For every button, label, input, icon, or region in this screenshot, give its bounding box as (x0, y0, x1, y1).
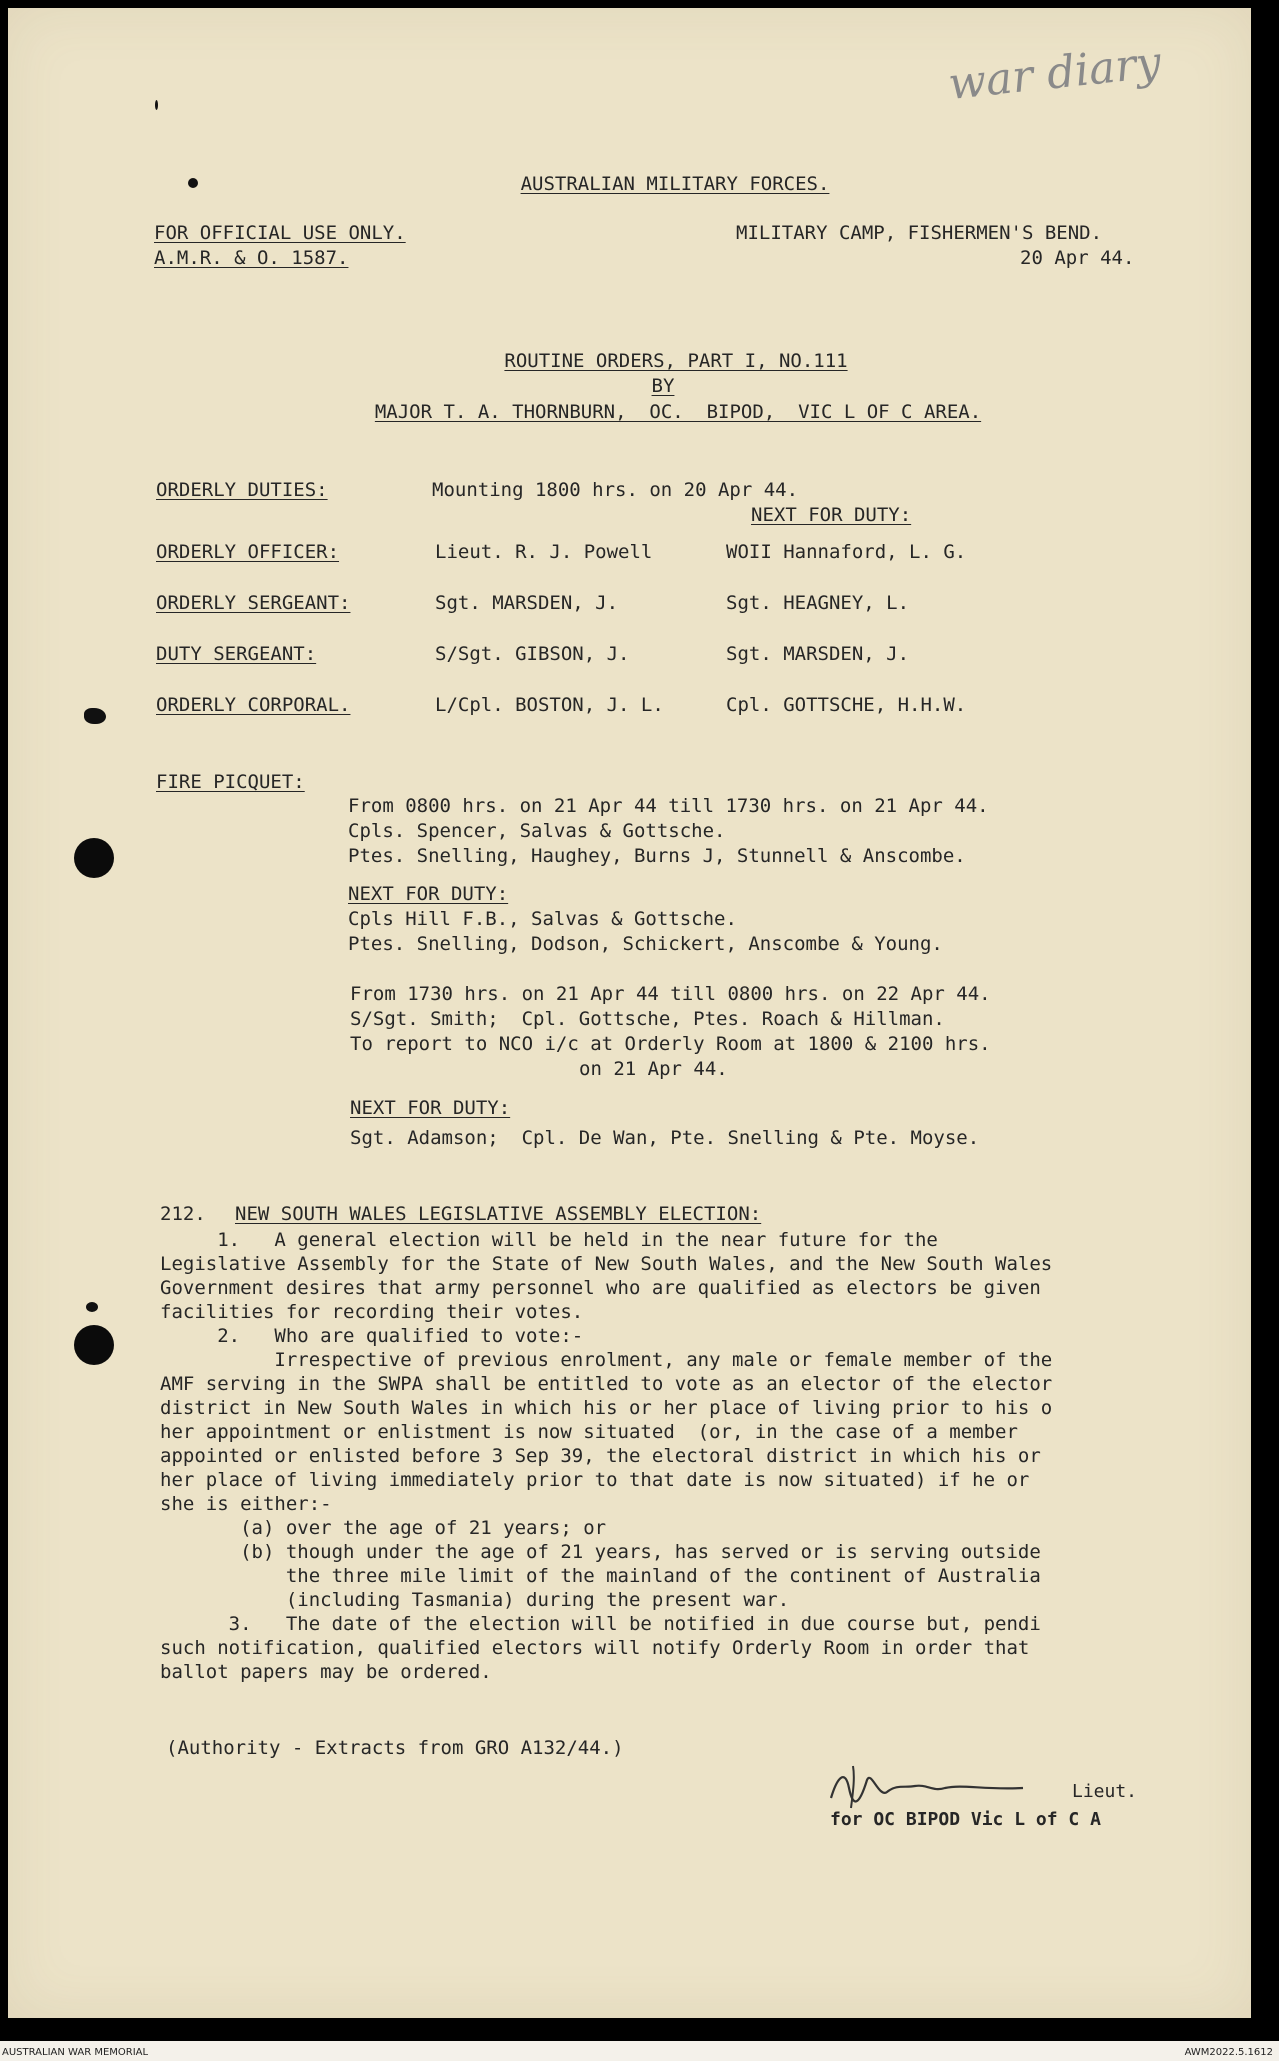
signature-for-line: for OC BIPOD Vic L of C A (830, 1809, 1101, 1830)
reference-number: A.M.R. & O. 1587. (154, 247, 349, 269)
duties-mounting: Mounting 1800 hrs. on 20 Apr 44. (432, 479, 799, 501)
body-line: Legislative Assembly for the State of New South Wales, and the New South Wales (160, 1253, 1053, 1275)
picquet-line: Ptes. Snelling, Dodson, Schickert, Anscombe & Young. (348, 933, 943, 955)
duty-current: L/Cpl. BOSTON, J. L. (435, 694, 664, 716)
body-line: her place of living immediately prior to that date is now situated) if he or (160, 1469, 1030, 1491)
body-line: facilities for recording their votes. (160, 1301, 584, 1323)
body-line: 2. Who are qualified to vote:- (160, 1325, 584, 1347)
body-line: (a) over the age of 21 years; or (160, 1517, 607, 1539)
duty-next: Sgt. HEAGNEY, L. (726, 592, 910, 614)
document-page (8, 8, 1251, 2018)
duty-current: Lieut. R. J. Powell (435, 541, 653, 563)
picquet-line: From 0800 hrs. on 21 Apr 44 till 1730 hrs. on 21 Apr 44. (348, 795, 989, 817)
duty-next: Sgt. MARSDEN, J. (726, 643, 910, 665)
fire-picquet-heading: FIRE PICQUET: (156, 771, 305, 793)
duty-role: ORDERLY OFFICER: (156, 541, 340, 563)
body-line: (including Tasmania) during the present war. (160, 1589, 790, 1611)
body-line: 3. The date of the election will be notified in due course but, pendi (160, 1613, 1041, 1635)
body-line: her appointment or enlistment is now situated (or, in the case of a member (160, 1421, 1018, 1443)
speck-mark (155, 100, 158, 110)
duties-next-label: NEXT FOR DUTY: (751, 504, 912, 526)
orders-authority: MAJOR T. A. THORNBURN, OC. BIPOD, VIC L OF C AREA. (374, 401, 982, 423)
duty-role: ORDERLY SERGEANT: (156, 592, 351, 614)
picquet-next-label: NEXT FOR DUTY: (348, 883, 509, 905)
punch-hole-top (74, 838, 114, 878)
speck-mark (188, 178, 198, 188)
body-line: 1. A general election will be held in the near future for the (160, 1229, 938, 1251)
body-line: Irrespective of previous enrolment, any male or female member of the (160, 1349, 1053, 1371)
section-number: 212. (160, 1203, 206, 1225)
body-line: she is either:- (160, 1493, 332, 1515)
duty-current: Sgt. MARSDEN, J. (435, 592, 619, 614)
picquet-line: Sgt. Adamson; Cpl. De Wan, Pte. Snelling & Pte. Moyse. (350, 1127, 980, 1149)
archive-footer (0, 2045, 1279, 2061)
authority-line: (Authority - Extracts from GRO A132/44.) (166, 1737, 624, 1759)
picquet-line: Cpls. Spencer, Salvas & Gottsche. (348, 820, 726, 842)
body-line: the three mile limit of the mainland of the continent of Australia (160, 1565, 1041, 1587)
duty-role: ORDERLY CORPORAL. (156, 694, 351, 716)
election-body (160, 1228, 1240, 1684)
body-line: such notification, qualified electors will notify Orderly Room in order that (160, 1637, 1030, 1659)
body-line: AMF serving in the SWPA shall be entitled to vote as an elector of the elector (160, 1373, 1053, 1395)
body-line: ballot papers may be ordered. (160, 1661, 492, 1683)
body-line: district in New South Wales in which his or her place of living prior to his o (160, 1397, 1053, 1419)
body-line: (b) though under the age of 21 years, has served or is serving outside (160, 1541, 1041, 1563)
official-use-label: FOR OFFICIAL USE ONLY. (154, 222, 406, 244)
archive-reference: AWM2022.5.1612 (1184, 2047, 1273, 2058)
punch-hole-bottom (74, 1325, 114, 1365)
body-line: appointed or enlisted before 3 Sep 39, the electoral district in which his or (160, 1445, 1041, 1467)
document-title: AUSTRALIAN MILITARY FORCES. (520, 173, 830, 195)
picquet-line: From 1730 hrs. on 21 Apr 44 till 0800 hrs. on 22 Apr 44. (350, 983, 991, 1005)
duty-next: Cpl. GOTTSCHE, H.H.W. (726, 694, 967, 716)
duty-role: DUTY SERGEANT: (156, 643, 317, 665)
document-date: 20 Apr 44. (1020, 247, 1135, 269)
election-heading: NEW SOUTH WALES LEGISLATIVE ASSEMBLY ELECTION: (235, 1203, 762, 1225)
speck-mark (86, 1302, 98, 1312)
picquet-next-label: NEXT FOR DUTY: (350, 1097, 511, 1119)
picquet-line: To report to NCO i/c at Orderly Room at 1800 & 2100 hrs. (350, 1033, 991, 1055)
speck-mark (84, 708, 106, 724)
picquet-line: on 21 Apr 44. (579, 1058, 728, 1080)
duty-next: WOII Hannaford, L. G. (726, 541, 967, 563)
signature-rank: Lieut. (1072, 1781, 1138, 1802)
handwritten-note: war diary (945, 36, 1164, 111)
picquet-line: Ptes. Snelling, Haughey, Burns J, Stunnell & Anscombe. (348, 845, 966, 867)
body-line: Government desires that army personnel who are qualified as electors be given (160, 1277, 1041, 1299)
picquet-line: S/Sgt. Smith; Cpl. Gottsche, Ptes. Roach & Hillman. (350, 1008, 945, 1030)
orders-by: BY (651, 375, 675, 397)
orders-title: ROUTINE ORDERS, PART I, NO.111 (504, 350, 848, 372)
duty-current: S/Sgt. GIBSON, J. (435, 643, 630, 665)
duties-heading: ORDERLY DUTIES: (156, 479, 328, 501)
archive-name: AUSTRALIAN WAR MEMORIAL (2, 2047, 149, 2058)
location: MILITARY CAMP, FISHERMEN'S BEND. (736, 222, 1103, 244)
picquet-line: Cpls Hill F.B., Salvas & Gottsche. (348, 908, 737, 930)
